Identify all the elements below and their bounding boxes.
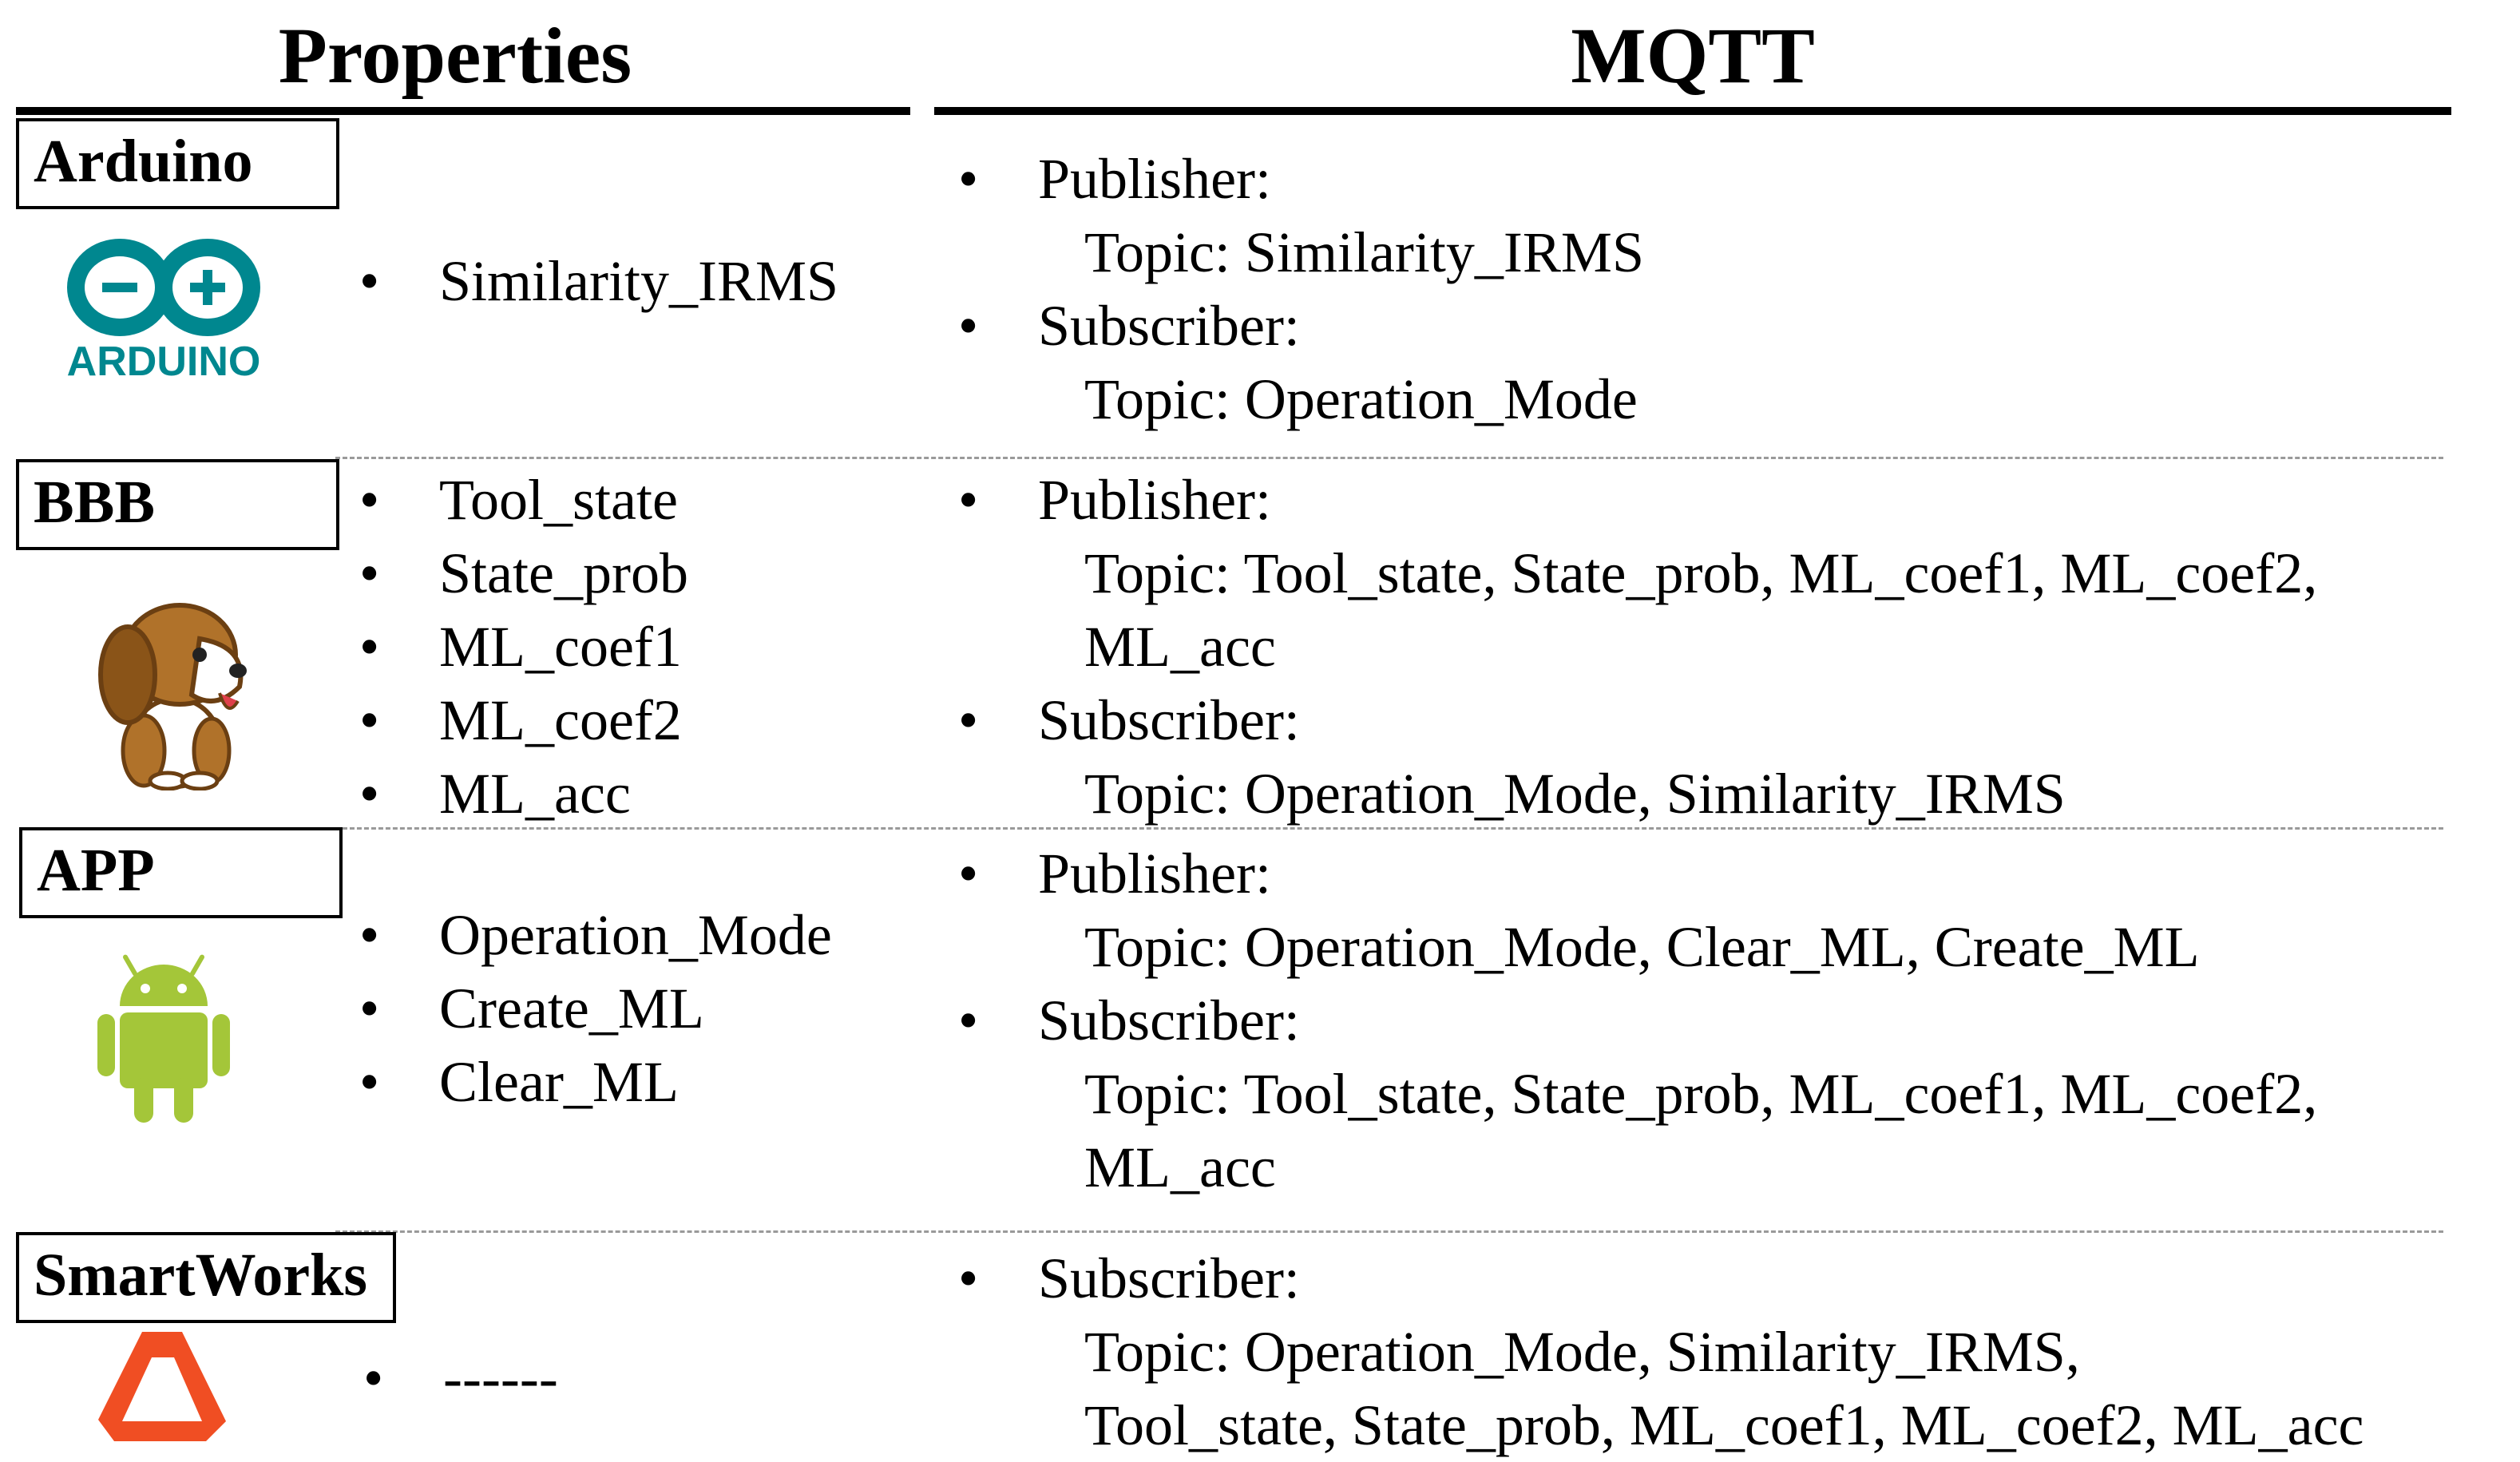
property-item: • ------	[363, 1341, 558, 1415]
properties-list	[359, 898, 832, 1119]
property-item: • Similarity_IRMS	[359, 244, 838, 318]
device-name-box: SmartWorks	[16, 1232, 396, 1323]
mqtt-role-subscriber: • Subscriber:	[958, 683, 2317, 757]
mqtt-topic-line: Topic: Operation_Mode, Clear_ML, Create_ML	[1084, 915, 2200, 979]
mqtt-header: MQTT	[1571, 11, 1815, 100]
android-robot-icon	[88, 950, 240, 1126]
mqtt-role-subscriber: • Subscriber:	[958, 289, 1644, 363]
properties-list	[359, 244, 838, 318]
property-item: • State_prob	[359, 537, 688, 610]
mqtt-block	[958, 1242, 2364, 1462]
mqtt-topic-line: ML_acc	[1084, 615, 1276, 679]
mqtt-header-rule	[934, 107, 2451, 115]
mqtt-topic-line: Topic: Operation_Mode	[1084, 367, 1638, 431]
property-item: • Operation_Mode	[359, 898, 832, 972]
row-separator	[335, 457, 2443, 459]
mqtt-topic-line: Topic: Similarity_IRMS	[1084, 220, 1644, 284]
arduino-logo-text: ARDUINO	[66, 339, 261, 383]
mqtt-role-publisher: • Publisher:	[958, 142, 1644, 216]
mqtt-topic-line: Topic: Tool_state, State_prob, ML_coef1, ML_coef2,	[1084, 1062, 2318, 1126]
mqtt-topic-line: Topic: Operation_Mode, Similarity_IRMS,	[1084, 1320, 2080, 1384]
mqtt-block	[958, 463, 2317, 830]
properties-list	[363, 1341, 558, 1415]
properties-list	[359, 463, 688, 830]
arduino-logo-icon	[48, 224, 287, 383]
property-item: • ML_coef2	[359, 683, 688, 757]
mqtt-topic-line: ML_acc	[1084, 1135, 1276, 1199]
device-name-box: BBB	[16, 459, 339, 550]
mqtt-block	[958, 837, 2317, 1204]
mqtt-topic-line: Topic: Operation_Mode, Similarity_IRMS	[1084, 762, 2066, 826]
row-separator	[335, 1230, 2443, 1233]
properties-header-rule	[16, 107, 910, 115]
mqtt-role-publisher: • Publisher:	[958, 463, 2317, 537]
beagle-dog-icon	[80, 591, 256, 790]
mqtt-role-publisher: • Publisher:	[958, 837, 2317, 910]
device-name-box: Arduino	[16, 118, 339, 209]
mqtt-topic-line: Tool_state, State_prob, ML_coef1, ML_coef2, ML_acc	[1084, 1393, 2364, 1457]
device-name-box: APP	[19, 827, 343, 918]
property-item: • ML_acc	[359, 757, 688, 830]
property-item: • Clear_ML	[359, 1045, 832, 1119]
mqtt-role-subscriber: • Subscriber:	[958, 984, 2317, 1057]
mqtt-block	[958, 142, 1644, 436]
property-item: • Create_ML	[359, 972, 832, 1045]
smartworks-logo-icon	[94, 1325, 230, 1445]
property-item: • Tool_state	[359, 463, 688, 537]
property-item: • ML_coef1	[359, 610, 688, 683]
mqtt-role-subscriber: • Subscriber:	[958, 1242, 2364, 1315]
properties-header: Properties	[278, 11, 632, 100]
mqtt-topic-line: Topic: Tool_state, State_prob, ML_coef1, ML_coef2,	[1084, 541, 2318, 605]
